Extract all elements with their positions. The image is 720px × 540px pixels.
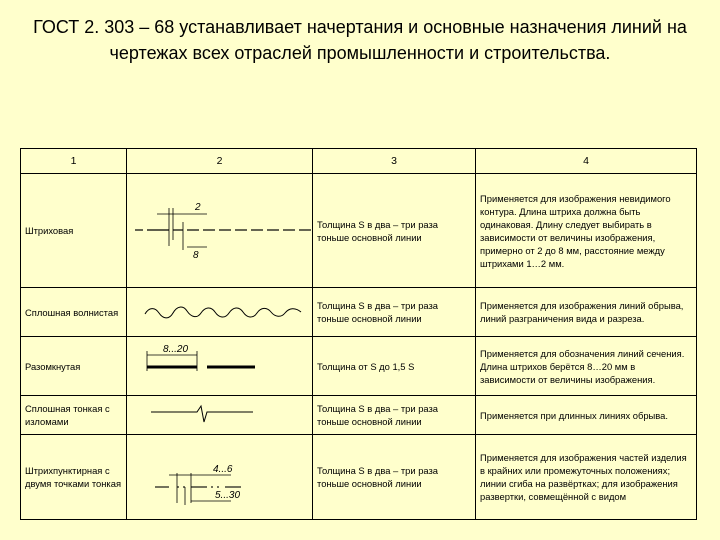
table-header-row xyxy=(21,149,697,174)
line-types-table xyxy=(20,148,697,520)
column-header-2: 2 xyxy=(127,149,313,174)
table-row-dashed xyxy=(21,174,697,288)
wavy-line-drawing xyxy=(127,288,313,337)
line-purpose: Применяется при длинных линиях обрыва. xyxy=(476,396,697,435)
column-header-3: 3 xyxy=(313,149,476,174)
line-name: Штрихпунктирная с двумя точками тонкая xyxy=(21,435,127,520)
line-purpose: Применяется для обозначения линий сечения. Длина штрихов берётся 8…20 мм в зависимости от величины изображения. xyxy=(476,337,697,396)
dashed-gap-label: 2 xyxy=(195,202,201,213)
slide-title: ГОСТ 2. 303 – 68 устанавливает начертания и основные назначения линий на чертежах всех отраслей промышленности и строительства. xyxy=(33,17,687,63)
line-name: Штриховая xyxy=(21,174,127,288)
dash-dot-dot-line-drawing xyxy=(127,435,313,520)
table-row-zigzag xyxy=(21,396,697,435)
table-row-open xyxy=(21,337,697,396)
line-thickness: Толщина S в два – три раза тоньше основной линии xyxy=(313,288,476,337)
line-name: Сплошная тонкая с изломами xyxy=(21,396,127,435)
dash-dot-dot-gap-label: 5...30 xyxy=(215,490,241,501)
zigzag-line-drawing xyxy=(127,396,313,435)
column-header-1: 1 xyxy=(21,149,127,174)
line-thickness: Толщина S в два – три раза тоньше основной линии xyxy=(313,435,476,520)
line-purpose: Применяется для изображения линий обрыва, линий разграничения вида и разреза. xyxy=(476,288,697,337)
table-row-wavy xyxy=(21,288,697,337)
line-purpose: Применяется для изображения невидимого контура. Длина штриха должна быть одинаковая. Длину следует выбирать в зависимости от величины изображения, примерно от 2 до 8 мм, расстояние между штрихами 1…2 мм. xyxy=(476,174,697,288)
line-name: Сплошная волнистая xyxy=(21,288,127,337)
line-purpose: Применяется для изображения частей изделия в крайних или промежуточных положениях; линии сгиба на развёртках; для изображения развертки, совмещённой с видом xyxy=(476,435,697,520)
dashed-length-label: 8 xyxy=(193,250,199,261)
line-thickness: Толщина от S до 1,5 S xyxy=(313,337,476,396)
open-length-label: 8...20 xyxy=(163,344,189,355)
dashed-line-drawing xyxy=(127,174,313,288)
line-name: Разомкнутая xyxy=(21,337,127,396)
column-header-4: 4 xyxy=(476,149,697,174)
open-line-drawing xyxy=(127,337,313,396)
dash-dot-dot-length-label: 4...6 xyxy=(213,464,233,475)
line-thickness: Толщина S в два – три раза тоньше основной линии xyxy=(313,396,476,435)
table-row-dash-dot-dot xyxy=(21,435,697,520)
line-thickness: Толщина S в два – три раза тоньше основной линии xyxy=(313,174,476,288)
